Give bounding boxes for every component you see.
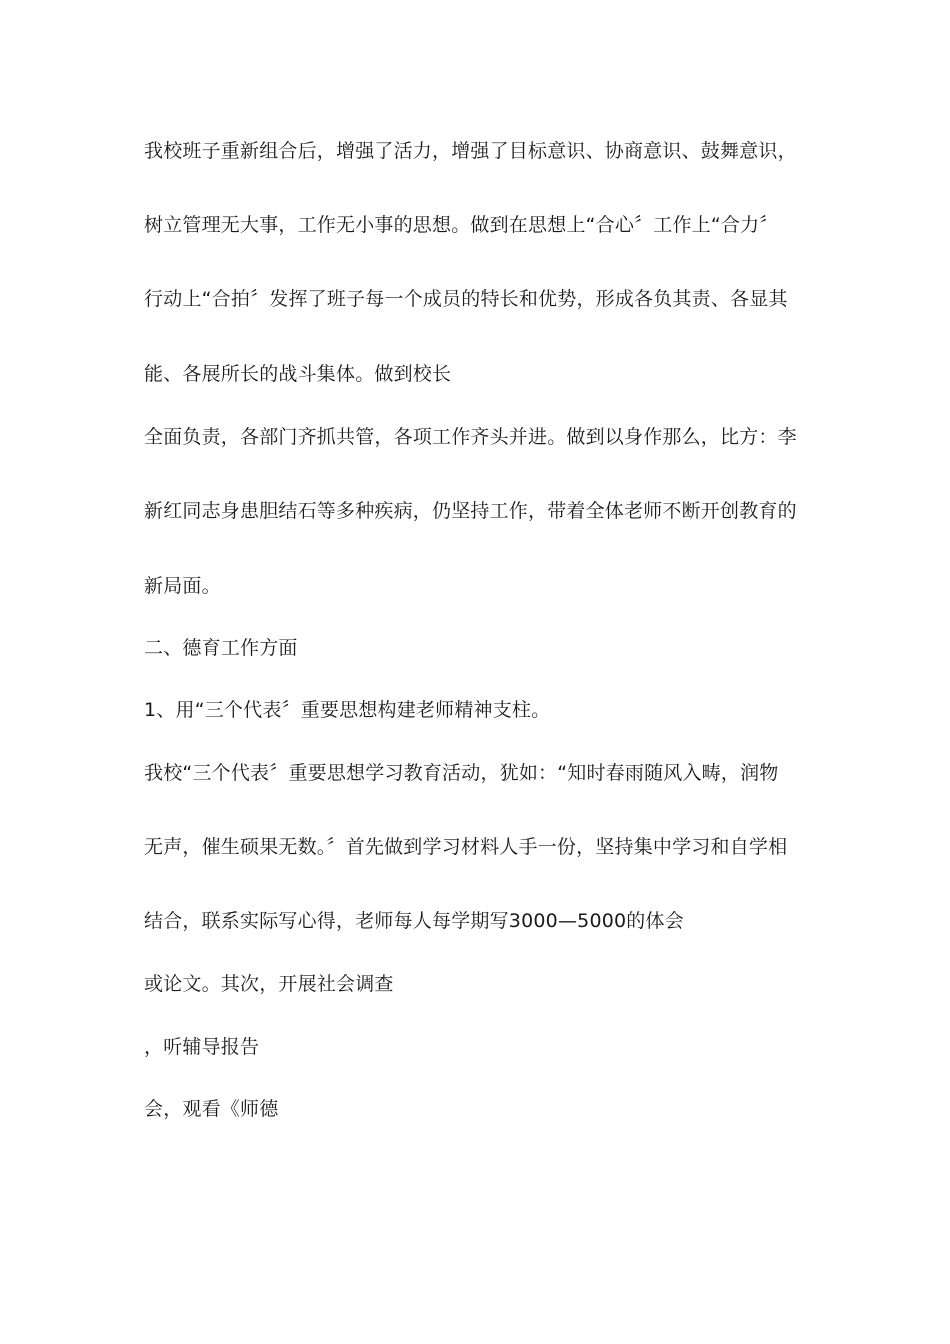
subsection-heading: 1、用“三个代表〞重要思想构建老师精神支柱。 — [144, 699, 551, 721]
paragraph-line: 树立管理无大事，工作无小事的思想。做到在思想上“合心〞工作上“合力〞 — [144, 214, 779, 236]
paragraph-line: 会，观看《师德 — [144, 1098, 279, 1120]
paragraph-line: 或论文。其次，开展社会调查 — [144, 973, 394, 995]
paragraph-line: 我校“三个代表〞重要思想学习教育活动，犹如：“知时春雨随风入畴，润物 — [144, 762, 779, 784]
paragraph-line: 行动上“合拍〞发挥了班子每一个成员的特长和优势，形成各负其责、各显其 — [144, 288, 788, 310]
paragraph-line: 能、各展所长的战斗集体。做到校长 — [144, 363, 452, 385]
paragraph-line: 全面负责，各部门齐抓共管，各项工作齐头并进。做到以身作那么，比方：李 — [144, 426, 797, 448]
paragraph-line: 新局面。 — [144, 575, 221, 597]
paragraph-line: 无声，催生硕果无数。〞首先做到学习材料人手一份，坚持集中学习和自学相 — [144, 836, 788, 858]
paragraph-line: 结合，联系实际写心得，老师每人每学期写3000—5000的体会 — [144, 910, 684, 932]
paragraph-line: 新红同志身患胆结石等多种疾病，仍坚持工作，带着全体老师不断开创教育的 — [144, 500, 797, 522]
paragraph-line: ，听辅导报告 — [144, 1036, 260, 1058]
section-heading: 二、德育工作方面 — [144, 637, 298, 659]
paragraph-line: 我校班子重新组合后，增强了活力，增强了目标意识、协商意识、鼓舞意识， — [144, 140, 797, 162]
